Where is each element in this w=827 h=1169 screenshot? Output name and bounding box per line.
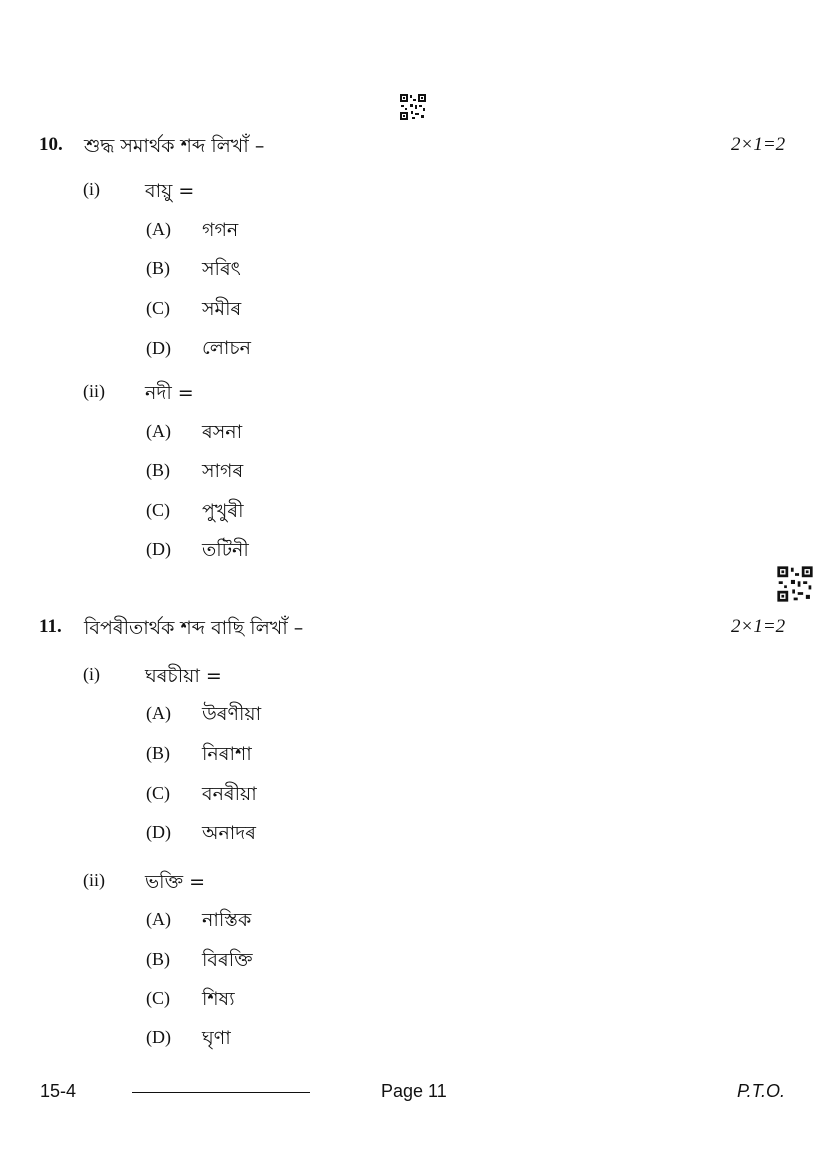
option-letter: (D)	[146, 539, 171, 559]
option-letter: (B)	[146, 949, 170, 969]
option-letter: (C)	[146, 500, 170, 520]
question-text: শুদ্ধ সমাৰ্থক শব্দ লিখাঁ –	[84, 135, 265, 157]
option-letter: (D)	[146, 1027, 171, 1047]
option-letter: (B)	[146, 460, 170, 480]
question-marks: 2×1=2	[731, 616, 786, 637]
part-label: (ii)	[83, 870, 105, 890]
qr-code-icon	[776, 565, 814, 603]
part-label: (i)	[83, 179, 100, 199]
qr-code-icon	[399, 93, 427, 121]
part-stem: বায়ু =	[145, 180, 195, 202]
part-label: (ii)	[83, 381, 105, 401]
option-letter: (D)	[146, 822, 171, 842]
option-text: সমীৰ	[202, 298, 242, 320]
option-text: গগন	[202, 219, 239, 241]
footer-page-number: Page 11	[381, 1081, 447, 1101]
option-letter: (A)	[146, 909, 171, 929]
footer-pto: P.T.O.	[737, 1081, 786, 1101]
option-letter: (A)	[146, 703, 171, 723]
option-letter: (A)	[146, 421, 171, 441]
footer-code: 15-4	[40, 1081, 77, 1101]
option-text: নাস্তিক	[202, 909, 252, 931]
question-number: 10.	[39, 134, 63, 155]
part-stem: ভক্তি =	[145, 871, 206, 893]
question-number: 11.	[39, 616, 62, 637]
option-text: ঘৃণা	[202, 1027, 231, 1049]
footer-rule	[132, 1092, 310, 1093]
option-letter: (B)	[146, 258, 170, 278]
option-text: অনাদৰ	[202, 822, 256, 844]
option-letter: (C)	[146, 783, 170, 803]
option-text: পুখুৰী	[202, 500, 244, 522]
option-letter: (D)	[146, 338, 171, 358]
question-marks: 2×1=2	[731, 134, 786, 155]
option-text: লোচন	[202, 337, 251, 359]
option-letter: (A)	[146, 219, 171, 239]
option-text: বিৰক্তি	[202, 949, 253, 971]
option-letter: (C)	[146, 988, 170, 1008]
option-text: উৰণীয়া	[202, 703, 262, 725]
option-letter: (B)	[146, 743, 170, 763]
option-text: নিৰাশা	[202, 743, 252, 765]
part-stem: ঘৰচীয়া =	[145, 665, 222, 687]
option-text: সৰিৎ	[202, 258, 241, 280]
question-text: বিপৰীতাৰ্থক শব্দ বাছি লিখাঁ –	[84, 617, 304, 639]
option-text: শিষ্য	[202, 988, 235, 1010]
option-text: তটিনী	[202, 539, 249, 561]
part-stem: নদী =	[145, 382, 194, 404]
option-text: সাগৰ	[202, 460, 244, 482]
part-label: (i)	[83, 664, 100, 684]
option-letter: (C)	[146, 298, 170, 318]
option-text: ৰসনা	[202, 421, 243, 443]
option-text: বনৰীয়া	[202, 783, 257, 805]
